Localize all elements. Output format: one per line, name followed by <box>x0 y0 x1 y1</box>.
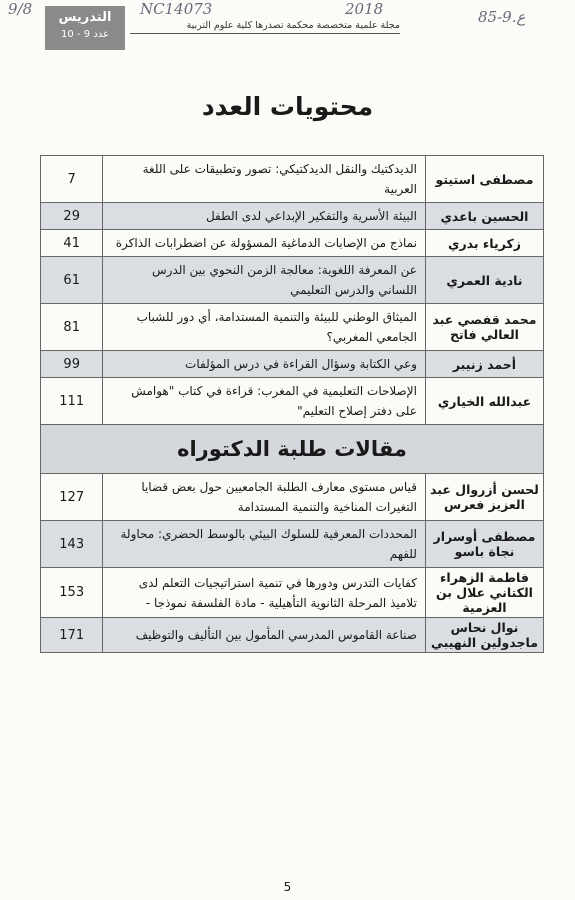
author-cell: مصطفى استيتو <box>425 156 543 203</box>
page-title: محتويات العدد <box>201 92 374 121</box>
table-row <box>41 156 544 203</box>
journal-name: التدريس <box>58 10 112 25</box>
page-cell: 7 <box>41 156 103 203</box>
contents-table-body <box>41 156 544 653</box>
author-cell: فاطمة الزهراء الكتاني علال بن العزمية <box>425 568 543 618</box>
page-cell: 99 <box>41 351 103 378</box>
page-cell: 41 <box>41 230 103 257</box>
title-cell: الميثاق الوطني للبيئة والتنمية المستدامة، أي دور للشباب الجامعي المغربي؟ <box>103 304 426 351</box>
table-row <box>41 568 544 618</box>
issue-number: عدد 9 - 10 <box>61 29 109 40</box>
title-cell: الديدكتيك والنقل الديدكتيكي: تصور وتطبيقات على اللغة العربية <box>103 156 426 203</box>
handwritten-note-code: NC14073 <box>140 0 213 18</box>
table-row <box>41 351 544 378</box>
page-cell: 29 <box>41 203 103 230</box>
table-row <box>41 474 544 521</box>
author-cell: نادية العمري <box>425 257 543 304</box>
title-cell: صناعة القاموس المدرسي المأمول بين التأليف والتوظيف <box>103 618 426 653</box>
page-cell: 171 <box>41 618 103 653</box>
contents-table <box>40 155 544 653</box>
table-row <box>41 304 544 351</box>
title-cell: المحددات المعرفية للسلوك البيئي بالوسط الحضري: محاولة للفهم <box>103 521 426 568</box>
author-cell: الحسين باعدي <box>425 203 543 230</box>
section-row <box>41 425 544 474</box>
title-cell: وعي الكتابة وسؤال القراءة في درس المؤلفات <box>103 351 426 378</box>
page-cell: 153 <box>41 568 103 618</box>
author-cell: نوال نحاس ماجدولين النهيبي <box>425 618 543 653</box>
page-cell: 127 <box>41 474 103 521</box>
author-cell: زكرياء بدري <box>425 230 543 257</box>
table-row <box>41 521 544 568</box>
title-cell: كفايات التدرس ودورها في تنمية استراتيجيات التعلم لدى تلاميذ المرحلة الثانوية التأهيلية - مادة الفلسفة نموذجا - <box>103 568 426 618</box>
journal-subtitle: مجلة علمية متخصصة محكمة تصدرها كلية علوم التربية <box>130 20 400 34</box>
title-cell: البيئة الأسرية والتفكير الإبداعي لدى الطفل <box>103 203 426 230</box>
page-cell: 111 <box>41 378 103 425</box>
page-number: 5 <box>283 880 292 894</box>
table-row <box>41 618 544 653</box>
title-cell: الإصلاحات التعليمية في المغرب: قراءة في كتاب "هوامش على دفتر إصلاح التعليم" <box>103 378 426 425</box>
title-cell: عن المعرفة اللغوية: معالجة الزمن النحوي بين الدرس اللساني والدرس التعليمي <box>103 257 426 304</box>
table-row <box>41 257 544 304</box>
handwritten-note-right: ع.9-85 <box>478 8 526 26</box>
page-cell: 143 <box>41 521 103 568</box>
page-cell: 81 <box>41 304 103 351</box>
page-cell: 61 <box>41 257 103 304</box>
author-cell: عبدالله الخياري <box>425 378 543 425</box>
handwritten-note-year: 2018 <box>345 0 384 18</box>
table-row <box>41 378 544 425</box>
author-cell: مصطفى أوسرار نجاة باسو <box>425 521 543 568</box>
section-title: مقالات طلبة الدكتوراه <box>41 425 544 474</box>
author-cell: محمد قفصي عبد العالي فاتح <box>425 304 543 351</box>
author-cell: لحسن أزروال عبد العزيز فعرس <box>425 474 543 521</box>
table-row <box>41 203 544 230</box>
journal-badge <box>45 6 125 50</box>
title-cell: قياس مستوى معارف الطلبة الجامعيين حول بعض قضايا التغيرات المناخية والتنمية المستدامة <box>103 474 426 521</box>
title-cell: نماذج من الإصابات الدماغية المسؤولة عن اضطرابات الذاكرة <box>103 230 426 257</box>
author-cell: أحمد زنيبر <box>425 351 543 378</box>
handwritten-note-left: 9/8 <box>8 0 33 18</box>
table-row <box>41 230 544 257</box>
